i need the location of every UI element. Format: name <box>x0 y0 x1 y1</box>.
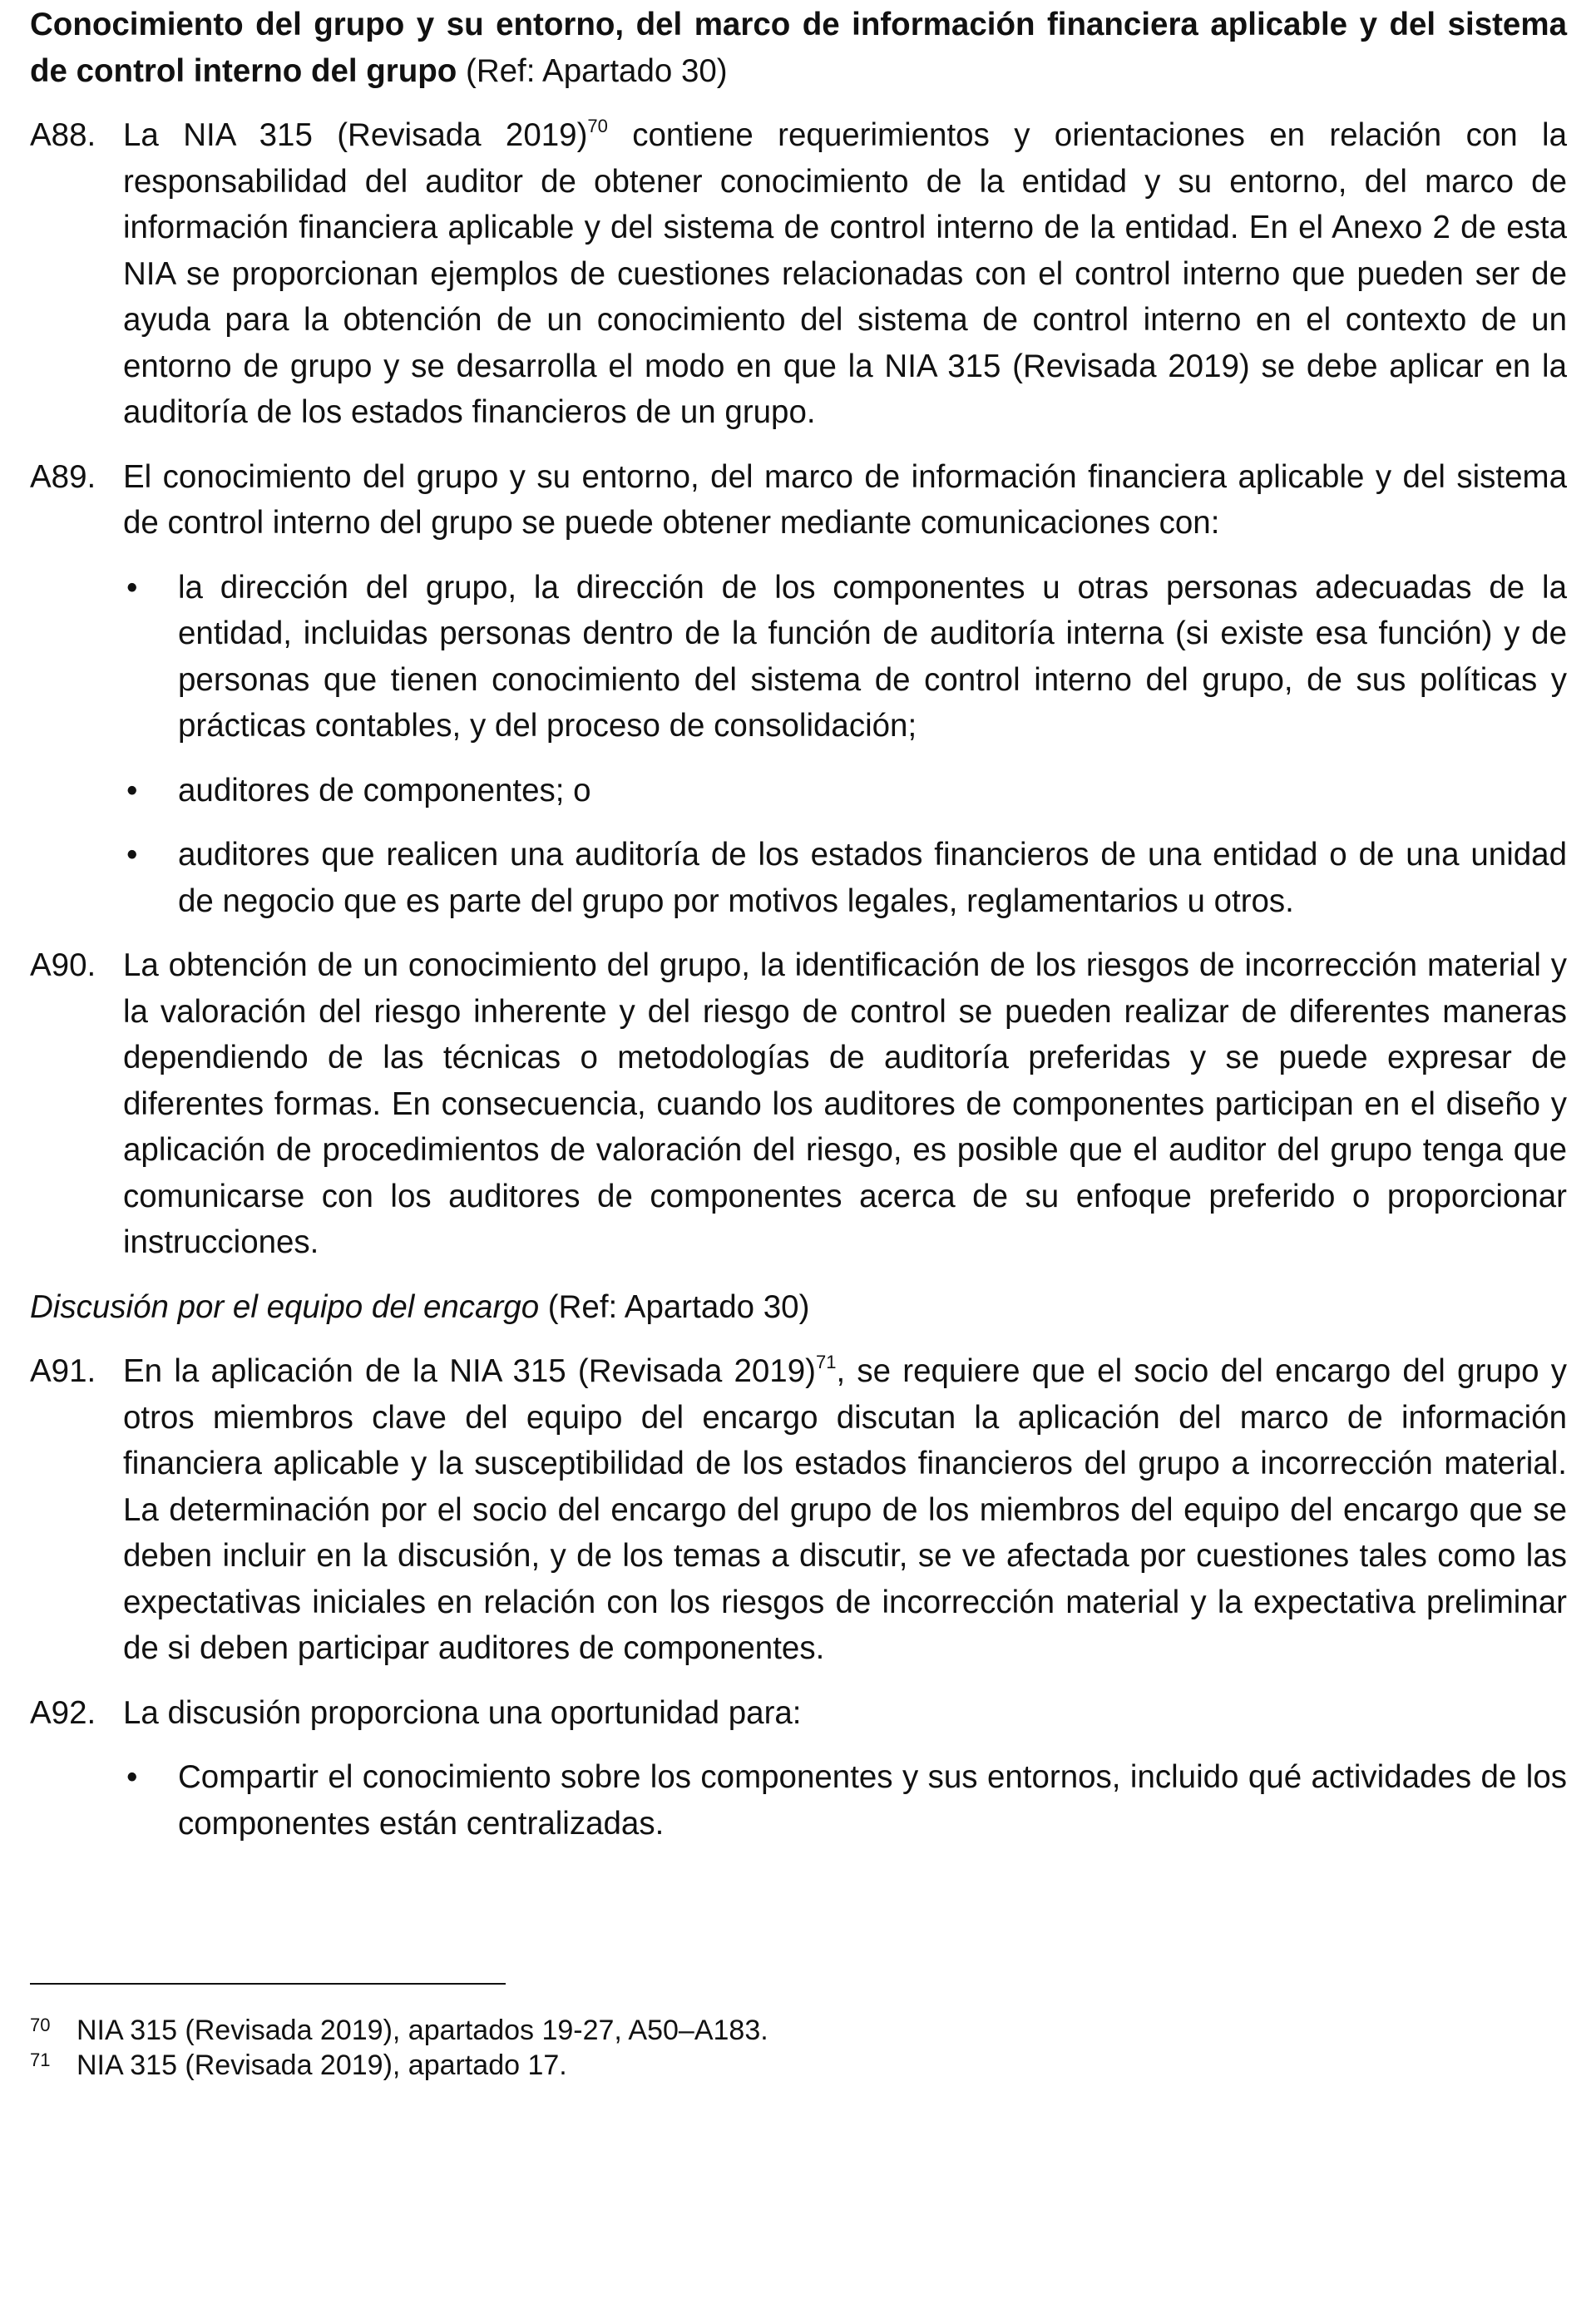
paragraph-a89 <box>30 454 1567 546</box>
paragraph-text: La NIA 315 (Revisada 2019)$^{70}$ contiene requerimientos y orientaciones en relación con la responsabilidad del auditor de obtener conocimiento de la entidad y su entorno, del marco de información financiera aplicable y del sistema de control interno de la entidad. En el Anexo 2 de esta NIA se proporcionan ejemplos de cuestiones relacionadas con el control interno que pueden ser de ayuda para la obtención de un conocimiento del sistema de control interno en el contexto de un entorno de grupo y se desarrolla el modo en que la NIA 315 (Revisada 2019) se debe aplicar en la auditoría de los estados financieros de un grupo. <box>123 116 1567 430</box>
subsection-heading-ref: (Ref: Apartado 30) <box>539 1288 810 1325</box>
list-item-text: auditores de componentes; o <box>178 772 591 808</box>
bullet-icon: • <box>126 1759 138 1795</box>
section-heading-title: Conocimiento del grupo y su entorno, del marco de información financiera aplicable y del sistema de control interno del grupo <box>30 7 1567 89</box>
bullet-list-a92 <box>123 1754 1567 1847</box>
paragraph-number: A91. <box>30 1353 96 1389</box>
bullet-icon: • <box>126 569 138 606</box>
section-heading-ref: (Ref: Apartado 30) <box>457 52 728 89</box>
subsection-heading <box>30 1284 1567 1331</box>
footnote-70 <box>30 2013 1567 2048</box>
bullet-list-a89 <box>123 565 1567 925</box>
paragraph-a90 <box>30 942 1567 1266</box>
list-item-text: Compartir el conocimiento sobre los componentes y sus entornos, incluido qué actividades de los componentes están centralizadas. <box>178 1759 1567 1842</box>
paragraph-a88 <box>30 112 1567 436</box>
list-item <box>123 1754 1567 1847</box>
paragraph-number: A92. <box>30 1694 96 1731</box>
bullet-icon: • <box>126 837 138 873</box>
list-item <box>123 565 1567 749</box>
bullet-icon: • <box>126 772 138 808</box>
paragraph-text: La discusión proporciona una oportunidad para: <box>123 1694 802 1731</box>
section-heading <box>30 2 1567 94</box>
footnote-text: NIA 315 (Revisada 2019), apartados 19-27, A50–A183. <box>77 2015 768 2046</box>
paragraph-text: En la aplicación de la NIA 315 (Revisada 2019)$^{71}$, se requiere que el socio del encargo del grupo y otros miembros clave del equipo del encargo discutan la aplicación del marco de información financiera aplicable y la susceptibilidad de los estados financieros del grupo a incorrección material. La determinación por el socio del encargo del grupo de los miembros del equipo del encargo que se deben incluir en la discusión, y de los temas a discutir, se ve afectada por cuestiones tales como las expectativas iniciales en relación con los riesgos de incorrección material y la expectativa preliminar de si deben participar auditores de componentes. <box>123 1352 1567 1666</box>
paragraph-text: El conocimiento del grupo y su entorno, del marco de información financiera aplicable y del sistema de control interno del grupo se puede obtener mediante comunicaciones con: <box>123 458 1567 541</box>
footnote-mark: 70 <box>30 2015 51 2035</box>
paragraph-number: A88. <box>30 117 96 153</box>
footnote-reference-71[interactable]: 71 <box>815 1352 837 1372</box>
footnote-divider <box>30 1983 506 1985</box>
list-item-text: auditores que realicen una auditoría de los estados financieros de una entidad o de una unidad de negocio que es parte del grupo por motivos legales, reglamentarios u otros. <box>178 837 1567 919</box>
footnote-reference-70[interactable]: 70 <box>587 116 608 136</box>
paragraph-a92 <box>30 1690 1567 1737</box>
footnote-mark: 71 <box>30 2049 51 2070</box>
paragraph-number: A90. <box>30 947 96 983</box>
list-item <box>123 768 1567 814</box>
footnote-71 <box>30 2048 1567 2083</box>
paragraph-number: A89. <box>30 458 96 495</box>
footnotes <box>30 2013 1567 2083</box>
list-item <box>123 832 1567 924</box>
document-page <box>30 0 1567 1847</box>
paragraph-text: La obtención de un conocimiento del grupo, la identificación de los riesgos de incorrección material y la valoración del riesgo inherente y del riesgo de control se pueden realizar de diferentes maneras dependiendo de las técnicas o metodologías de auditoría preferidas y se puede expresar de diferentes formas. En consecuencia, cuando los auditores de componentes participan en el diseño y aplicación de procedimientos de valoración del riesgo, es posible que el auditor del grupo tenga que comunicarse con los auditores de componentes acerca de su enfoque preferido o proporcionar instrucciones. <box>123 947 1567 1260</box>
list-item-text: la dirección del grupo, la dirección de los componentes u otras personas adecuadas de la entidad, incluidas personas dentro de la función de auditoría interna (si existe esa función) y de personas que tienen conocimiento del sistema de control interno del grupo, de sus políticas y prácticas contables, y del proceso de consolidación; <box>178 569 1567 744</box>
paragraph-a91 <box>30 1348 1567 1672</box>
footnote-text: NIA 315 (Revisada 2019), apartado 17. <box>77 2049 567 2081</box>
subsection-heading-title: Discusión por el equipo del encargo <box>30 1288 540 1325</box>
